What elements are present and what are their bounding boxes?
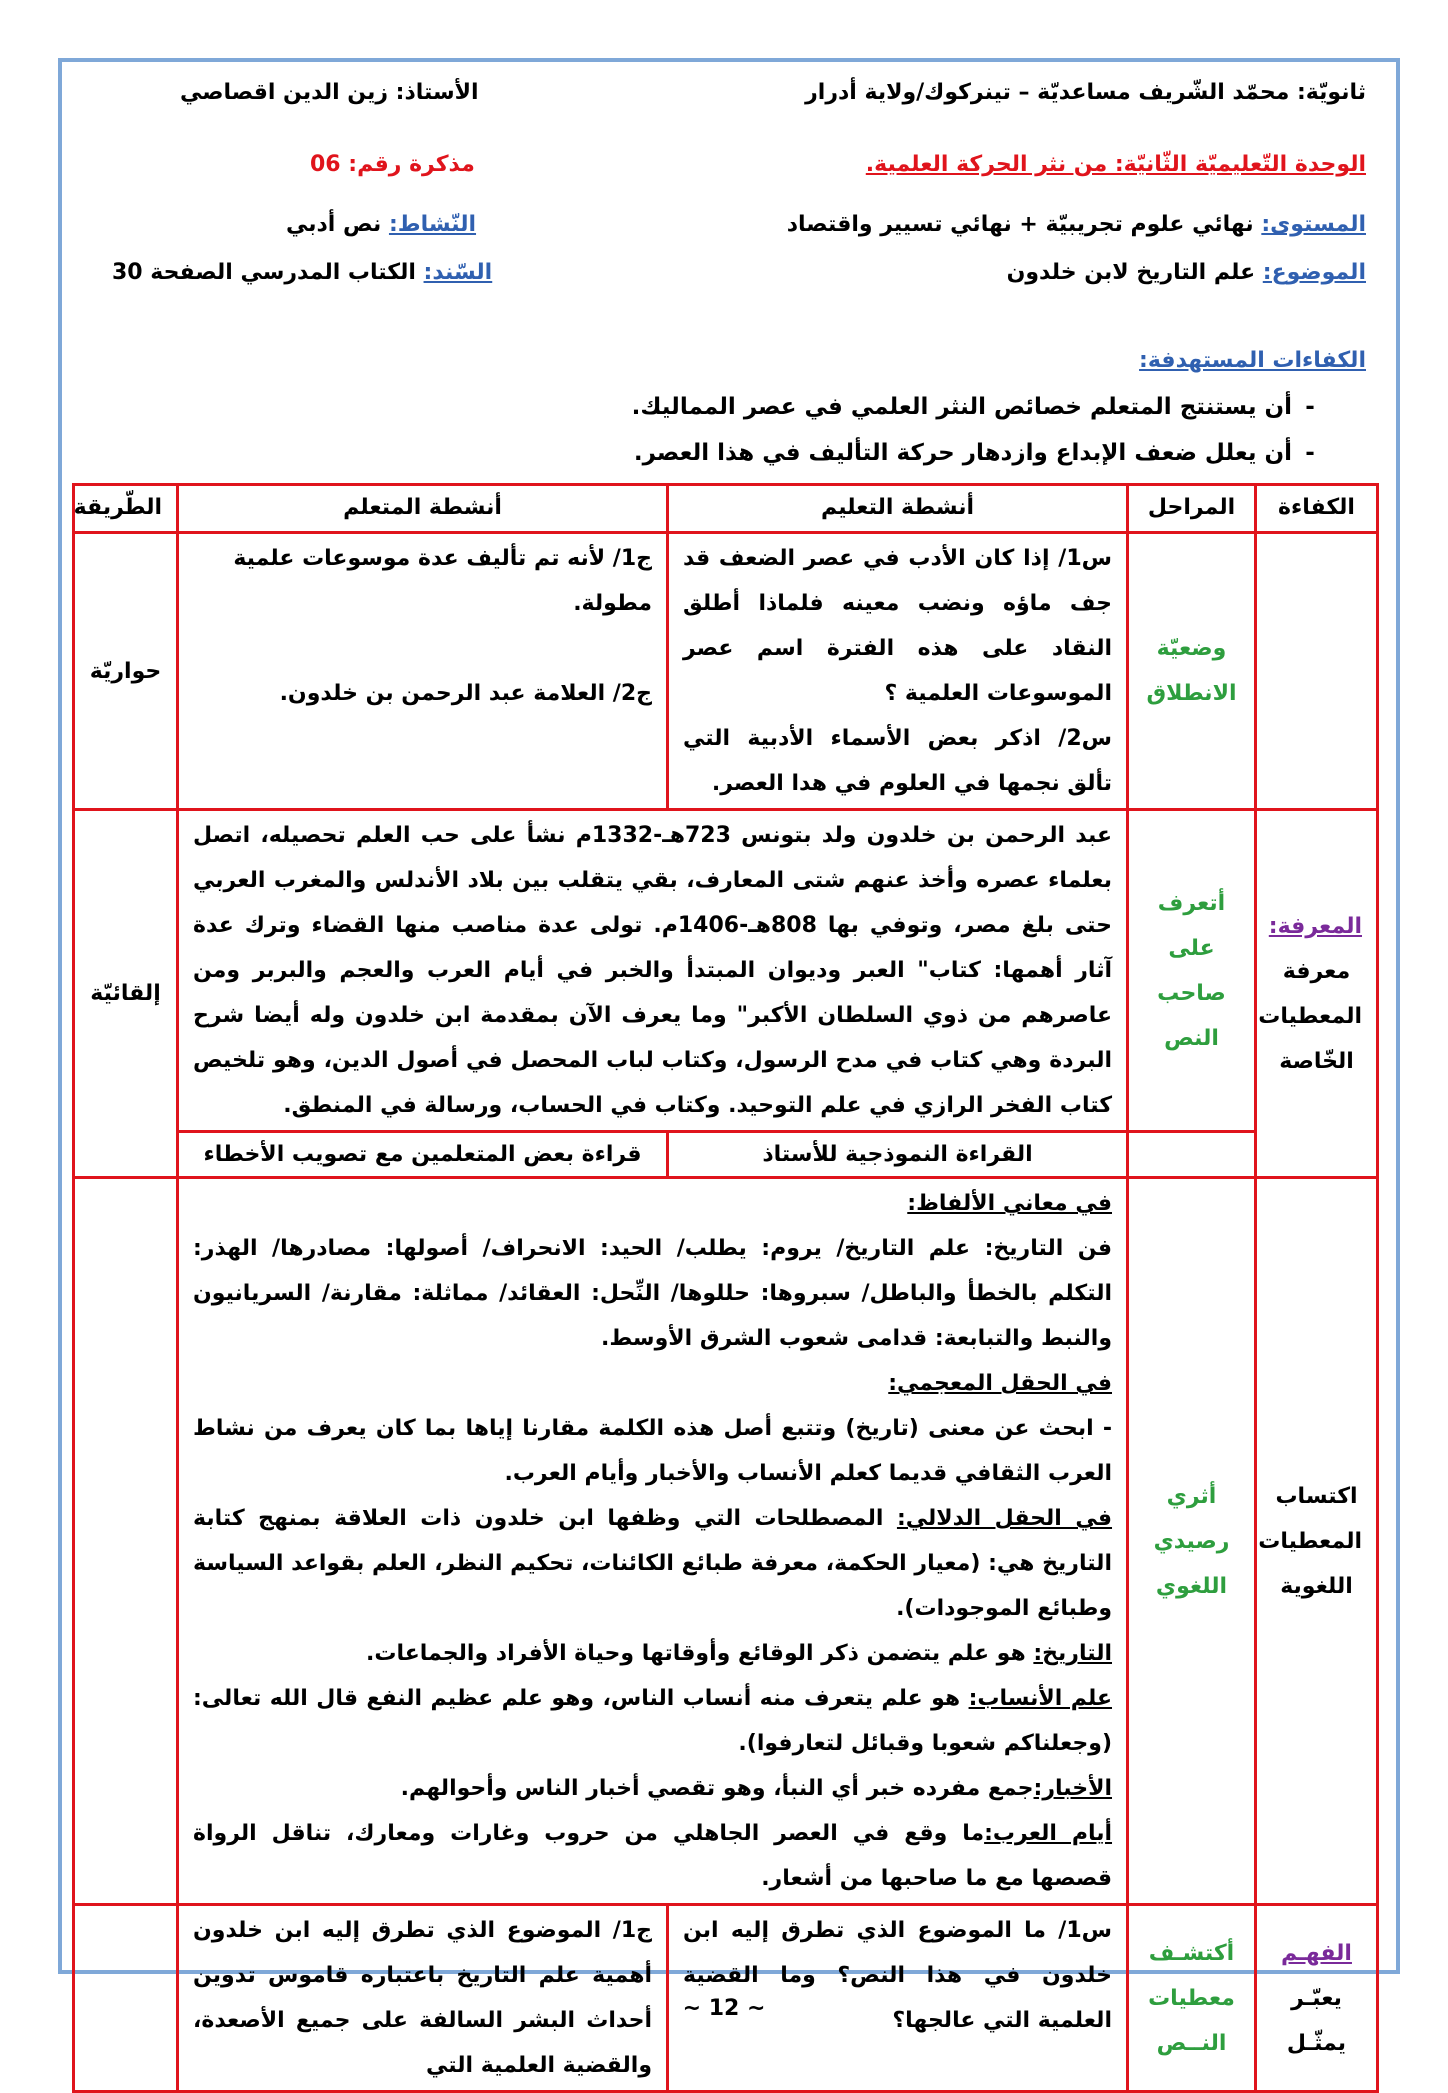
table-row xyxy=(74,1132,1378,1178)
teacher-reading: القراءة النموذجية للأستاذ xyxy=(668,1132,1128,1178)
source: السّند: الكتاب المدرسي الصفحة 30 xyxy=(112,260,493,285)
competence-cell: اكتساب المعطيات اللغوية xyxy=(1256,1178,1378,1905)
stage-cell: أكتشـف معطيات النــص xyxy=(1128,1905,1256,2092)
memo-number: مذكرة رقم: 06 xyxy=(310,152,475,177)
header-competence: الكفاءة xyxy=(1256,485,1378,533)
teacher-name: الأستاذ: زين الدين اقصاصي xyxy=(180,80,479,105)
stage-cell: أتعرف على صاحب النص xyxy=(1128,810,1256,1132)
competence-cell: المعرفة: معرفة المعطيات الخّاصة xyxy=(1256,810,1378,1178)
topic: الموضوع: علم التاريخ لابن خلدون xyxy=(1006,260,1366,285)
header-stages: المراحل xyxy=(1128,485,1256,533)
table-row xyxy=(74,1178,1378,1905)
unit-title: الوحدة التّعليميّة الثّانيّة: من نثر الحركة العلمية. xyxy=(865,152,1366,177)
header-learning: أنشطة المتعلم xyxy=(178,485,668,533)
competence-cell: الفهـم يعبّـر يمثّـل xyxy=(1256,1905,1378,2092)
learning-cell: ج1/ لأنه تم تأليف عدة موسوعات علمية مطولة. ج2/ العلامة عبد الرحمن بن خلدون. xyxy=(178,533,668,810)
competence-cell xyxy=(1256,533,1378,810)
school-name: ثانويّة: محمّد الشّريف مساعديّة – تينركوك/ولاية أدرار xyxy=(805,80,1366,105)
teaching-cell: س1/ ما الموضوع الذي تطرق إليه ابن خلدون في هذا النص؟ وما القضية العلمية التي عالجها؟ xyxy=(668,1905,1128,2092)
objective-item: -أن يستنتج المتعلم خصائص النثر العلمي في عصر المماليك. xyxy=(631,394,1315,420)
page-number: ~ 12 ~ xyxy=(682,1996,766,2021)
stage-cell: أثري رصيدي اللغوي xyxy=(1128,1178,1256,1905)
table-row xyxy=(74,810,1378,1132)
stage-cell-empty xyxy=(1128,1132,1256,1178)
method-cell: إلقائيّة xyxy=(74,810,178,1178)
vocabulary-cell: في معاني الألفاظ: فن التاريخ: علم التاريخ/ يروم: يطلب/ الحيد: الانحراف/ أصولها: مصادرها/ الهذر: التكلم بالخطأ والباطل/ سبروها: حللوها/ النِّحل: العقائد/ مماثلة: مقارنة/ السريانيون والنبط والتبابعة: قدامى شعوب الشرق الأوسط. في الحقل المعجمي: - ابحث عن معنى (تاريخ) وتتبع أصل هذه الكلمة مقارنا إياها بما كان يعرف من نشاط العرب الثقافي قديما كعلم الأنساب والأخبار وأيام العرب. في الحقل الدلالي: المصطلحات التي وظفها ابن خلدون ذات العلاقة بمنهج كتابة التاريخ هي: (معيار الحكمة، معرفة طبائع الكائنات، تحكيم النظر، العلم بقواعد السياسة وطبائع الموجودات). التاريخ: هو علم يتضمن ذكر الوقائع وأوقاتها وحياة الأفراد والجماعات. علم الأنساب: هو علم يتعرف منه أنساب الناس، وهو علم عظيم النفع قال الله تعالى: (وجعلناكم شعوبا وقبائل لتعارفوا). الأخبار:جمع مفرده خبر أي النبأ، وهو تقصي أخبار الناس وأحوالهم. أيام العرب:ما وقع في العصر الجاهلي من حروب وغارات ومعارك، تناقل الرواة قصصها مع ما صاحبها من أشعار. xyxy=(178,1178,1128,1905)
stage-cell: وضعيّة الانطلاق xyxy=(1128,533,1256,810)
method-cell: حواريّة xyxy=(74,533,178,810)
lesson-table xyxy=(72,483,1379,2093)
objective-item: -أن يعلل ضعف الإبداع وازدهار حركة التأليف في هذا العصر. xyxy=(633,440,1315,466)
table-row xyxy=(74,533,1378,810)
student-reading: قراءة بعض المتعلمين مع تصويب الأخطاء xyxy=(178,1132,668,1178)
header-teaching: أنشطة التعليم xyxy=(668,485,1128,533)
table-header-row xyxy=(74,485,1378,533)
learning-cell: ج1/ الموضوع الذي تطرق إليه ابن خلدون أهمية علم التاريخ باعتباره قاموس تدوين أحداث البشر السالفة على جميع الأصعدة، والقضية العلمية التي xyxy=(178,1905,668,2092)
author-bio: عبد الرحمن بن خلدون ولد بتونس 723هـ-1332م نشأ على حب العلم تحصيله، اتصل بعلماء عصره وأخذ عنهم شتى المعارف، بقي يتقلب بين بلاد الأندلس والمغرب العربي حتى بلغ مصر، وتوفي بها 808هـ-1406م. تولى عدة مناصب منها القضاء وترك عدة آثار أهمها: كتاب" العبر وديوان المبتدأ والخبر في أيام العرب والعجم والبربر ومن عاصرهم من ذوي السلطان الأكبر" وما يعرف الآن بمقدمة ابن خلدون وله أيضا شرح البردة وهي كتاب في مدح الرسول، وكتاب لباب المحصل في أصول الدين، وهو تلخيص كتاب الفخر الرازي في علم التوحيد. وكتاب في الحساب، ورسالة في المنطق. xyxy=(178,810,1128,1132)
method-cell xyxy=(74,1178,178,1905)
level: المستوى: نهائي علوم تجريبيّة + نهائي تسيير واقتصاد xyxy=(786,212,1366,237)
objectives-title: الكفاءات المستهدفة: xyxy=(1139,348,1366,373)
teaching-cell: س1/ إذا كان الأدب في عصر الضعف قد جف ماؤه ونضب معينه فلماذا أطلق النقاد على هذه الفترة اسم عصر الموسوعات العلمية ؟ س2/ اذكر بعض الأسماء الأدبية التي تألق نجمها في العلوم في هدا العصر. xyxy=(668,533,1128,810)
activity: النّشاط: نص أدبي xyxy=(286,212,477,237)
header-method: الطّريقة xyxy=(74,485,178,533)
